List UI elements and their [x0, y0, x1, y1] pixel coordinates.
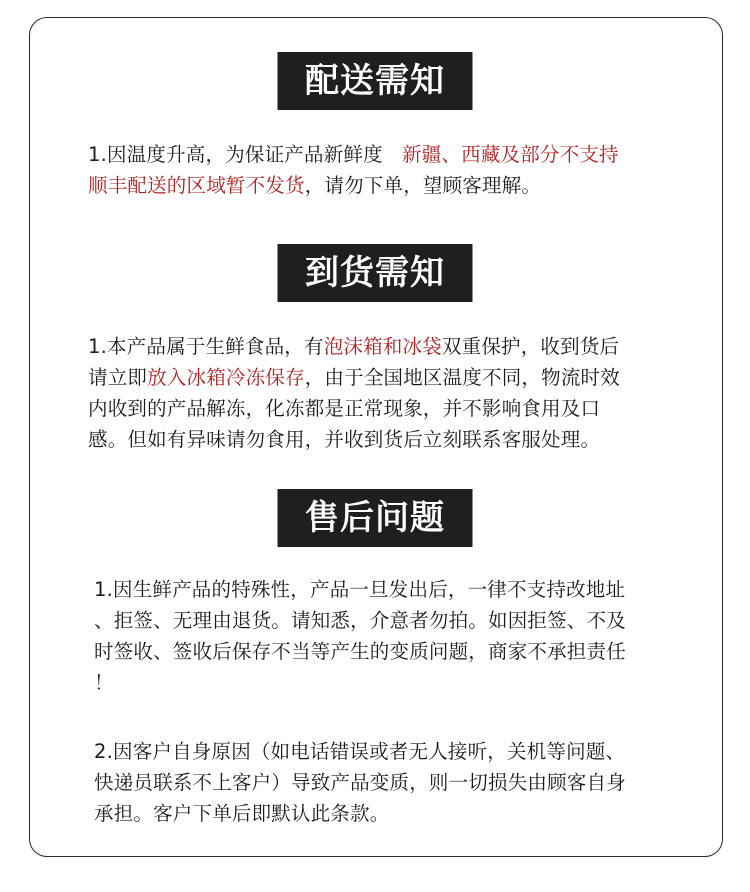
text-line: 承担。客户下单后即默认此条款。	[94, 802, 390, 825]
section-title-arrival: 到货需知	[278, 244, 473, 302]
text-line: 1.因生鲜产品的特殊性，产品一旦发出后，一律不支持改地址	[94, 578, 626, 601]
text-run: ，由于全国地区温度不同，物流时效	[304, 366, 620, 389]
after-sales-item-2	[94, 736, 684, 829]
text-line	[88, 139, 678, 170]
text-line: 、拒签、无理由退货。请知悉，介意者勿拍。如因拒签、不及	[94, 609, 626, 632]
highlight-run: 泡沫箱和冰袋	[323, 335, 442, 358]
text-run: 请立即	[88, 366, 148, 389]
text-run: 感。但如有异味请勿食用，并收到货后立刻联系客服处理。	[88, 428, 601, 451]
section-title-after-sales: 售后问题	[278, 489, 473, 547]
text-run: 1.本产品属于生鲜食品，有	[88, 335, 324, 358]
text-line	[88, 331, 678, 362]
text-line	[88, 393, 678, 424]
text-run: 双重保护，收到货后	[441, 335, 620, 358]
text-line	[88, 362, 678, 393]
text-run: 1.因温度升高，为保证产品新鲜度	[88, 143, 403, 166]
text-line	[88, 170, 678, 201]
text-run: ，请勿下单，望顾客理解。	[304, 174, 542, 197]
arrival-notice-text	[88, 331, 678, 455]
section-title-delivery: 配送需知	[278, 52, 473, 110]
highlight-run: 顺丰配送的区域暂不发货	[88, 174, 305, 197]
text-line: 2.因客户自身原因（如电话错误或者无人接听，关机等问题、	[94, 740, 626, 763]
text-line	[88, 424, 678, 455]
highlight-run: 放入冰箱冷冻保存	[147, 366, 305, 389]
text-line: 时签收、签收后保存不当等产生的变质问题，商家不承担责任	[94, 640, 626, 663]
text-line: 快递员联系不上客户）导致产品变质，则一切损失由顾客自身	[94, 771, 626, 794]
text-run: 内收到的产品解冻，化冻都是正常现象，并不影响食用及口	[88, 397, 601, 420]
after-sales-item-1	[94, 574, 684, 698]
text-line: ！	[94, 671, 114, 694]
highlight-run: 新疆、西藏及部分不支持	[402, 143, 619, 166]
delivery-notice-text	[88, 139, 678, 201]
